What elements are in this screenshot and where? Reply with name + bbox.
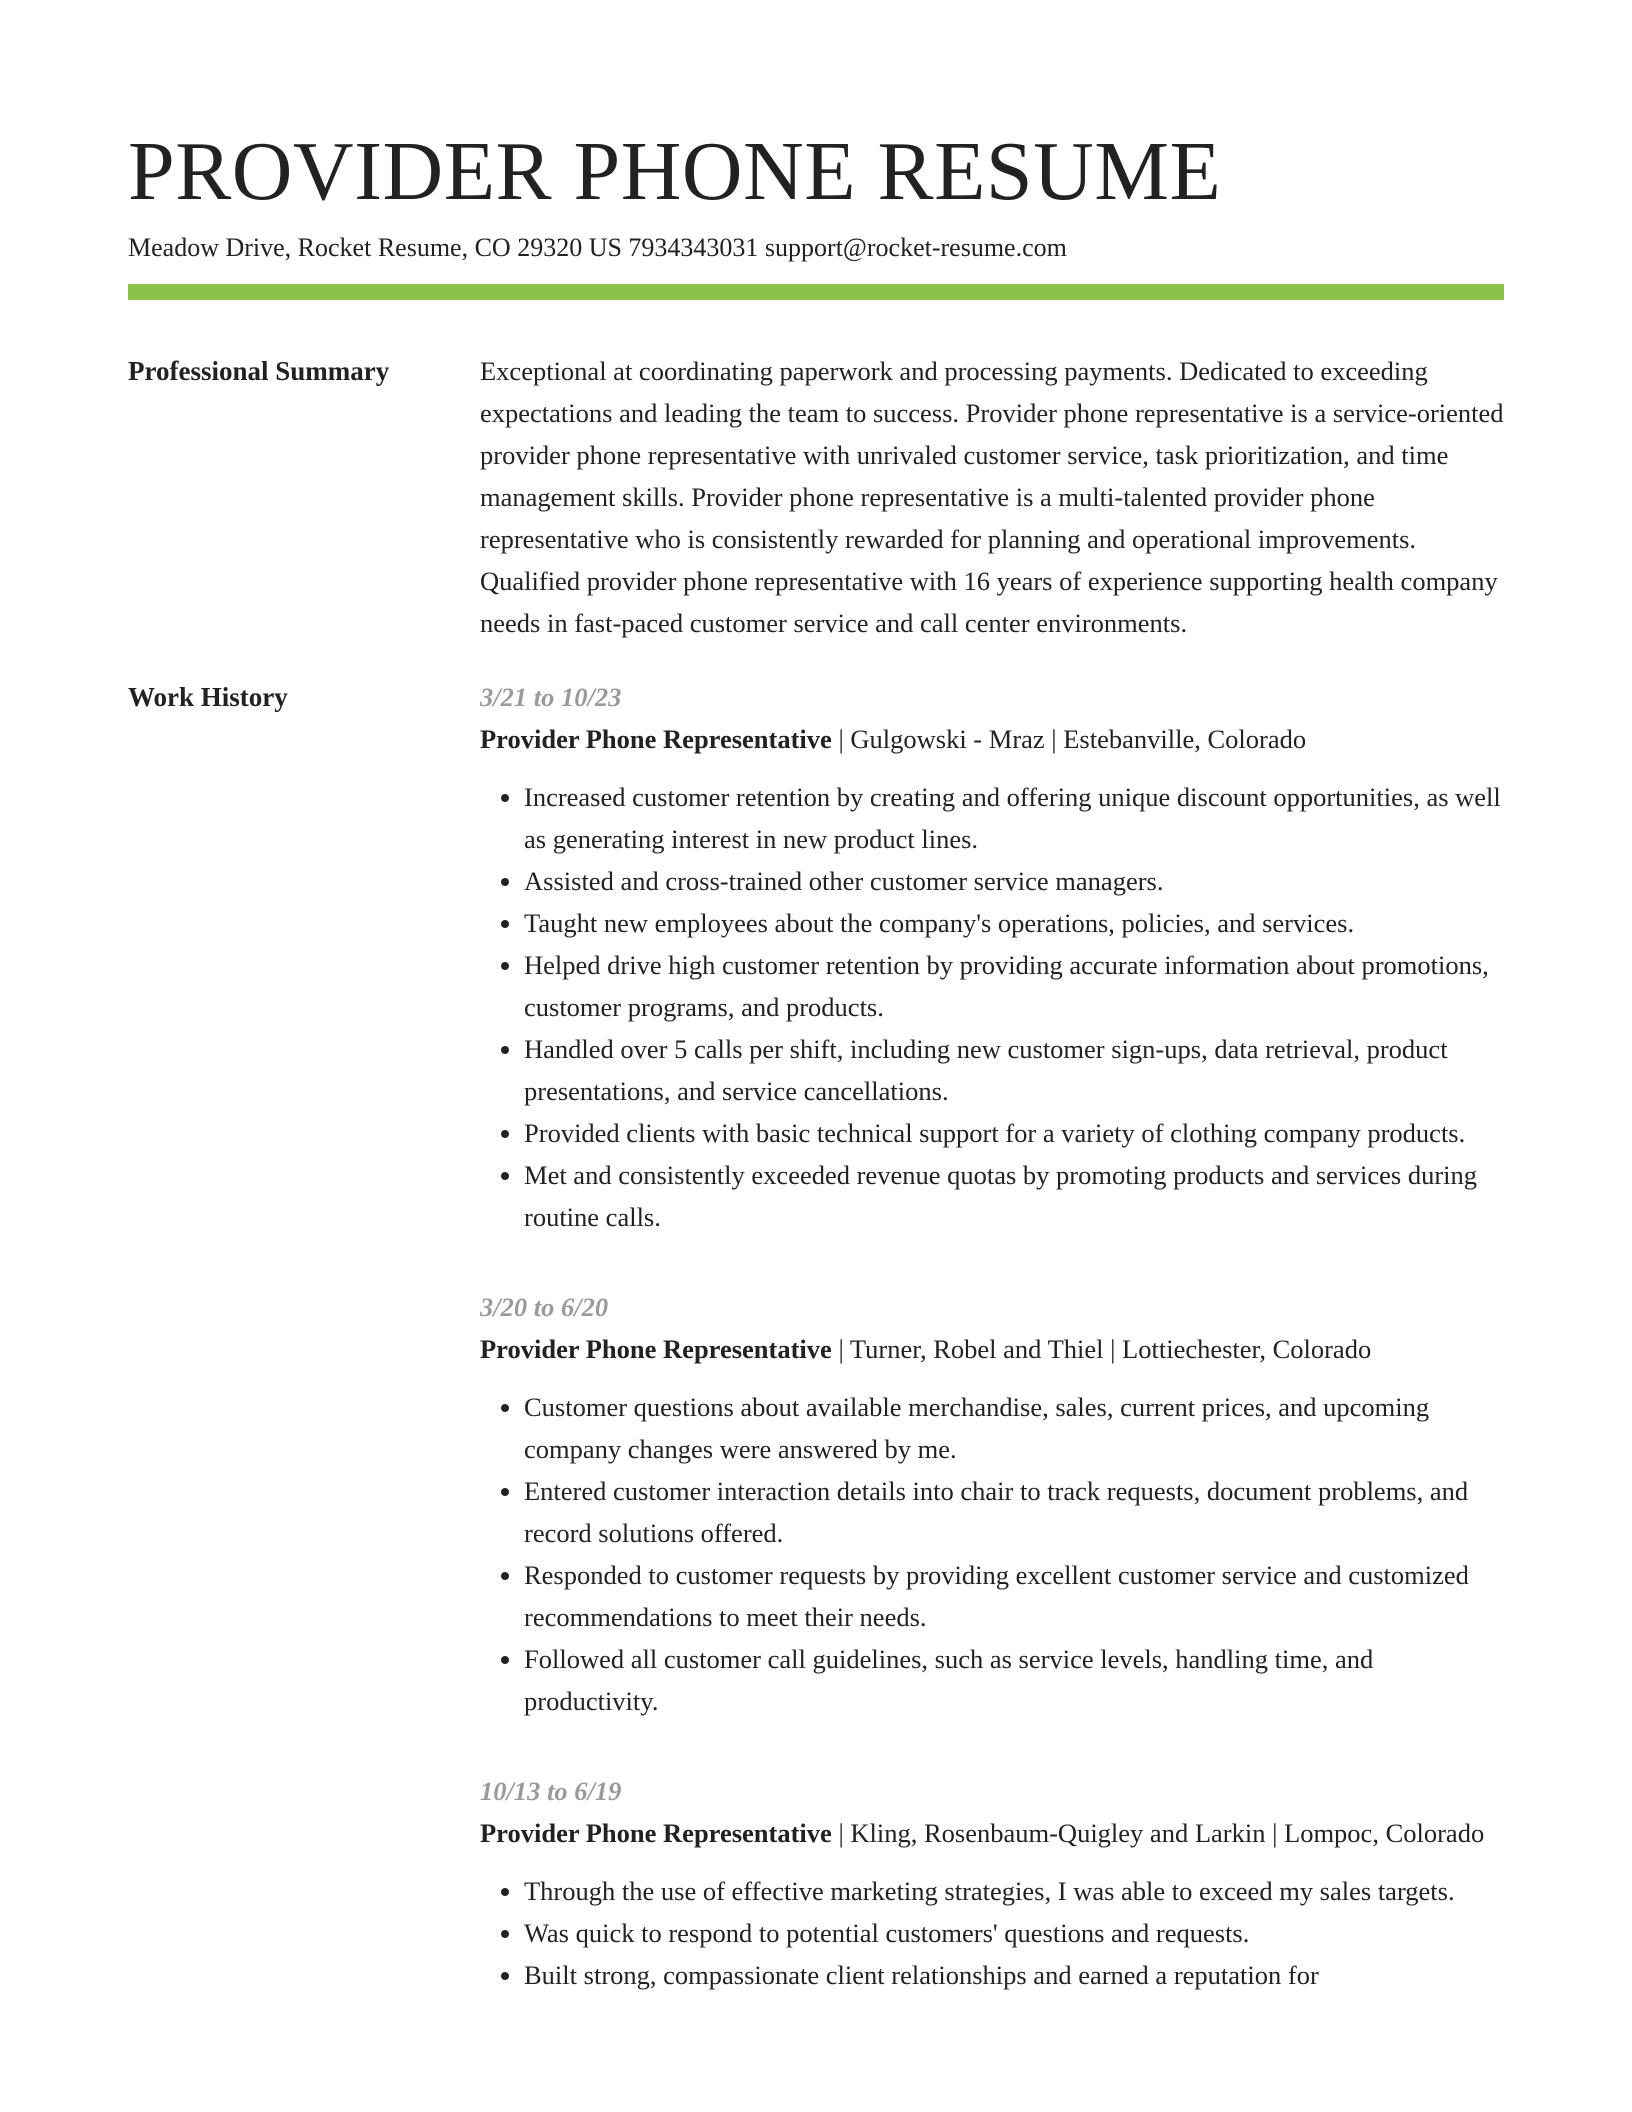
job-bullet-list <box>480 1386 1504 1722</box>
job-bullet: • Followed all customer call guidelines, such as service levels, handling time, and productivity. <box>524 1638 1504 1722</box>
job-title: Provider Phone Representative <box>480 1334 832 1364</box>
job-details: | Kling, Rosenbaum-Quigley and Larkin | Lompoc, Colorado <box>831 1818 1485 1848</box>
job-bullet: • Assisted and cross-trained other customer service managers. <box>524 860 1504 902</box>
resume-name: PROVIDER PHONE RESUME <box>128 125 1222 218</box>
job-entry <box>480 1770 1504 1996</box>
job-bullet: • Built strong, compassionate client relationships and earned a reputation for <box>524 1954 1504 1996</box>
job-bullet: • Customer questions about available merchandise, sales, current prices, and upcoming company changes were answered by me. <box>524 1386 1504 1470</box>
job-bullet: • Provided clients with basic technical support for a variety of clothing company products. <box>524 1112 1504 1154</box>
job-bullet: • Responded to customer requests by providing excellent customer service and customized recommendations to meet their needs. <box>524 1554 1504 1638</box>
job-bullet: • Through the use of effective marketing strategies, I was able to exceed my sales targets. <box>524 1870 1504 1912</box>
job-bullet: • Taught new employees about the company's operations, policies, and services. <box>524 902 1504 944</box>
job-dates: 10/13 to 6/19 <box>480 1776 622 1806</box>
job-bullet: • Increased customer retention by creating and offering unique discount opportunities, as well as generating interest in new product lines. <box>524 776 1504 860</box>
job-dates: 3/21 to 10/23 <box>480 682 622 712</box>
job-title: Provider Phone Representative <box>480 724 832 754</box>
header-accent-rule <box>128 284 1504 300</box>
summary-body <box>480 350 1504 644</box>
job-entry <box>480 1286 1504 1722</box>
job-bullet: • Was quick to respond to potential customers' questions and requests. <box>524 1912 1504 1954</box>
section-label-work: Work History <box>128 682 288 712</box>
section-label-summary: Professional Summary <box>128 356 390 386</box>
work-history-section <box>128 676 1504 2044</box>
job-dates: 3/20 to 6/20 <box>480 1292 609 1322</box>
job-bullet: • Helped drive high customer retention by providing accurate information about promotions, customer programs, and products. <box>524 944 1504 1028</box>
job-bullet: • Met and consistently exceeded revenue quotas by promoting products and services during routine calls. <box>524 1154 1504 1238</box>
job-entry <box>480 676 1504 1238</box>
job-details: | Turner, Robel and Thiel | Lottiechester, Colorado <box>831 1334 1372 1364</box>
job-bullet-list <box>480 1870 1504 1996</box>
job-title: Provider Phone Representative <box>480 1818 832 1848</box>
job-title-line <box>480 718 1504 760</box>
professional-summary-section <box>128 350 1504 644</box>
job-title-line <box>480 1328 1504 1370</box>
job-bullet: • Handled over 5 calls per shift, including new customer sign-ups, data retrieval, product presentations, and service cancellations. <box>524 1028 1504 1112</box>
summary-text: Exceptional at coordinating paperwork and processing payments. Dedicated to exceeding expectations and leading the team to success. Provider phone representative is a service-oriented provider phone representative with unrivaled customer service, task prioritization, and time management skills. Provider phone representative is a multi-talented provider phone representative who is consistently rewarded for planning and operational improvements. Qualified provider phone representative with 16 years of experience supporting health company needs in fast-paced customer service and call center environments. <box>480 356 1504 638</box>
resume-page <box>128 0 1504 2044</box>
job-bullet: • Entered customer interaction details into chair to track requests, document problems, and record solutions offered. <box>524 1470 1504 1554</box>
job-details: | Gulgowski - Mraz | Estebanville, Colorado <box>831 724 1307 754</box>
work-history-body <box>480 676 1504 2044</box>
job-bullet-list <box>480 776 1504 1238</box>
contact-line: Meadow Drive, Rocket Resume, CO 29320 US 7934343031 support@rocket-resume.com <box>128 233 1067 262</box>
job-title-line <box>480 1812 1504 1854</box>
